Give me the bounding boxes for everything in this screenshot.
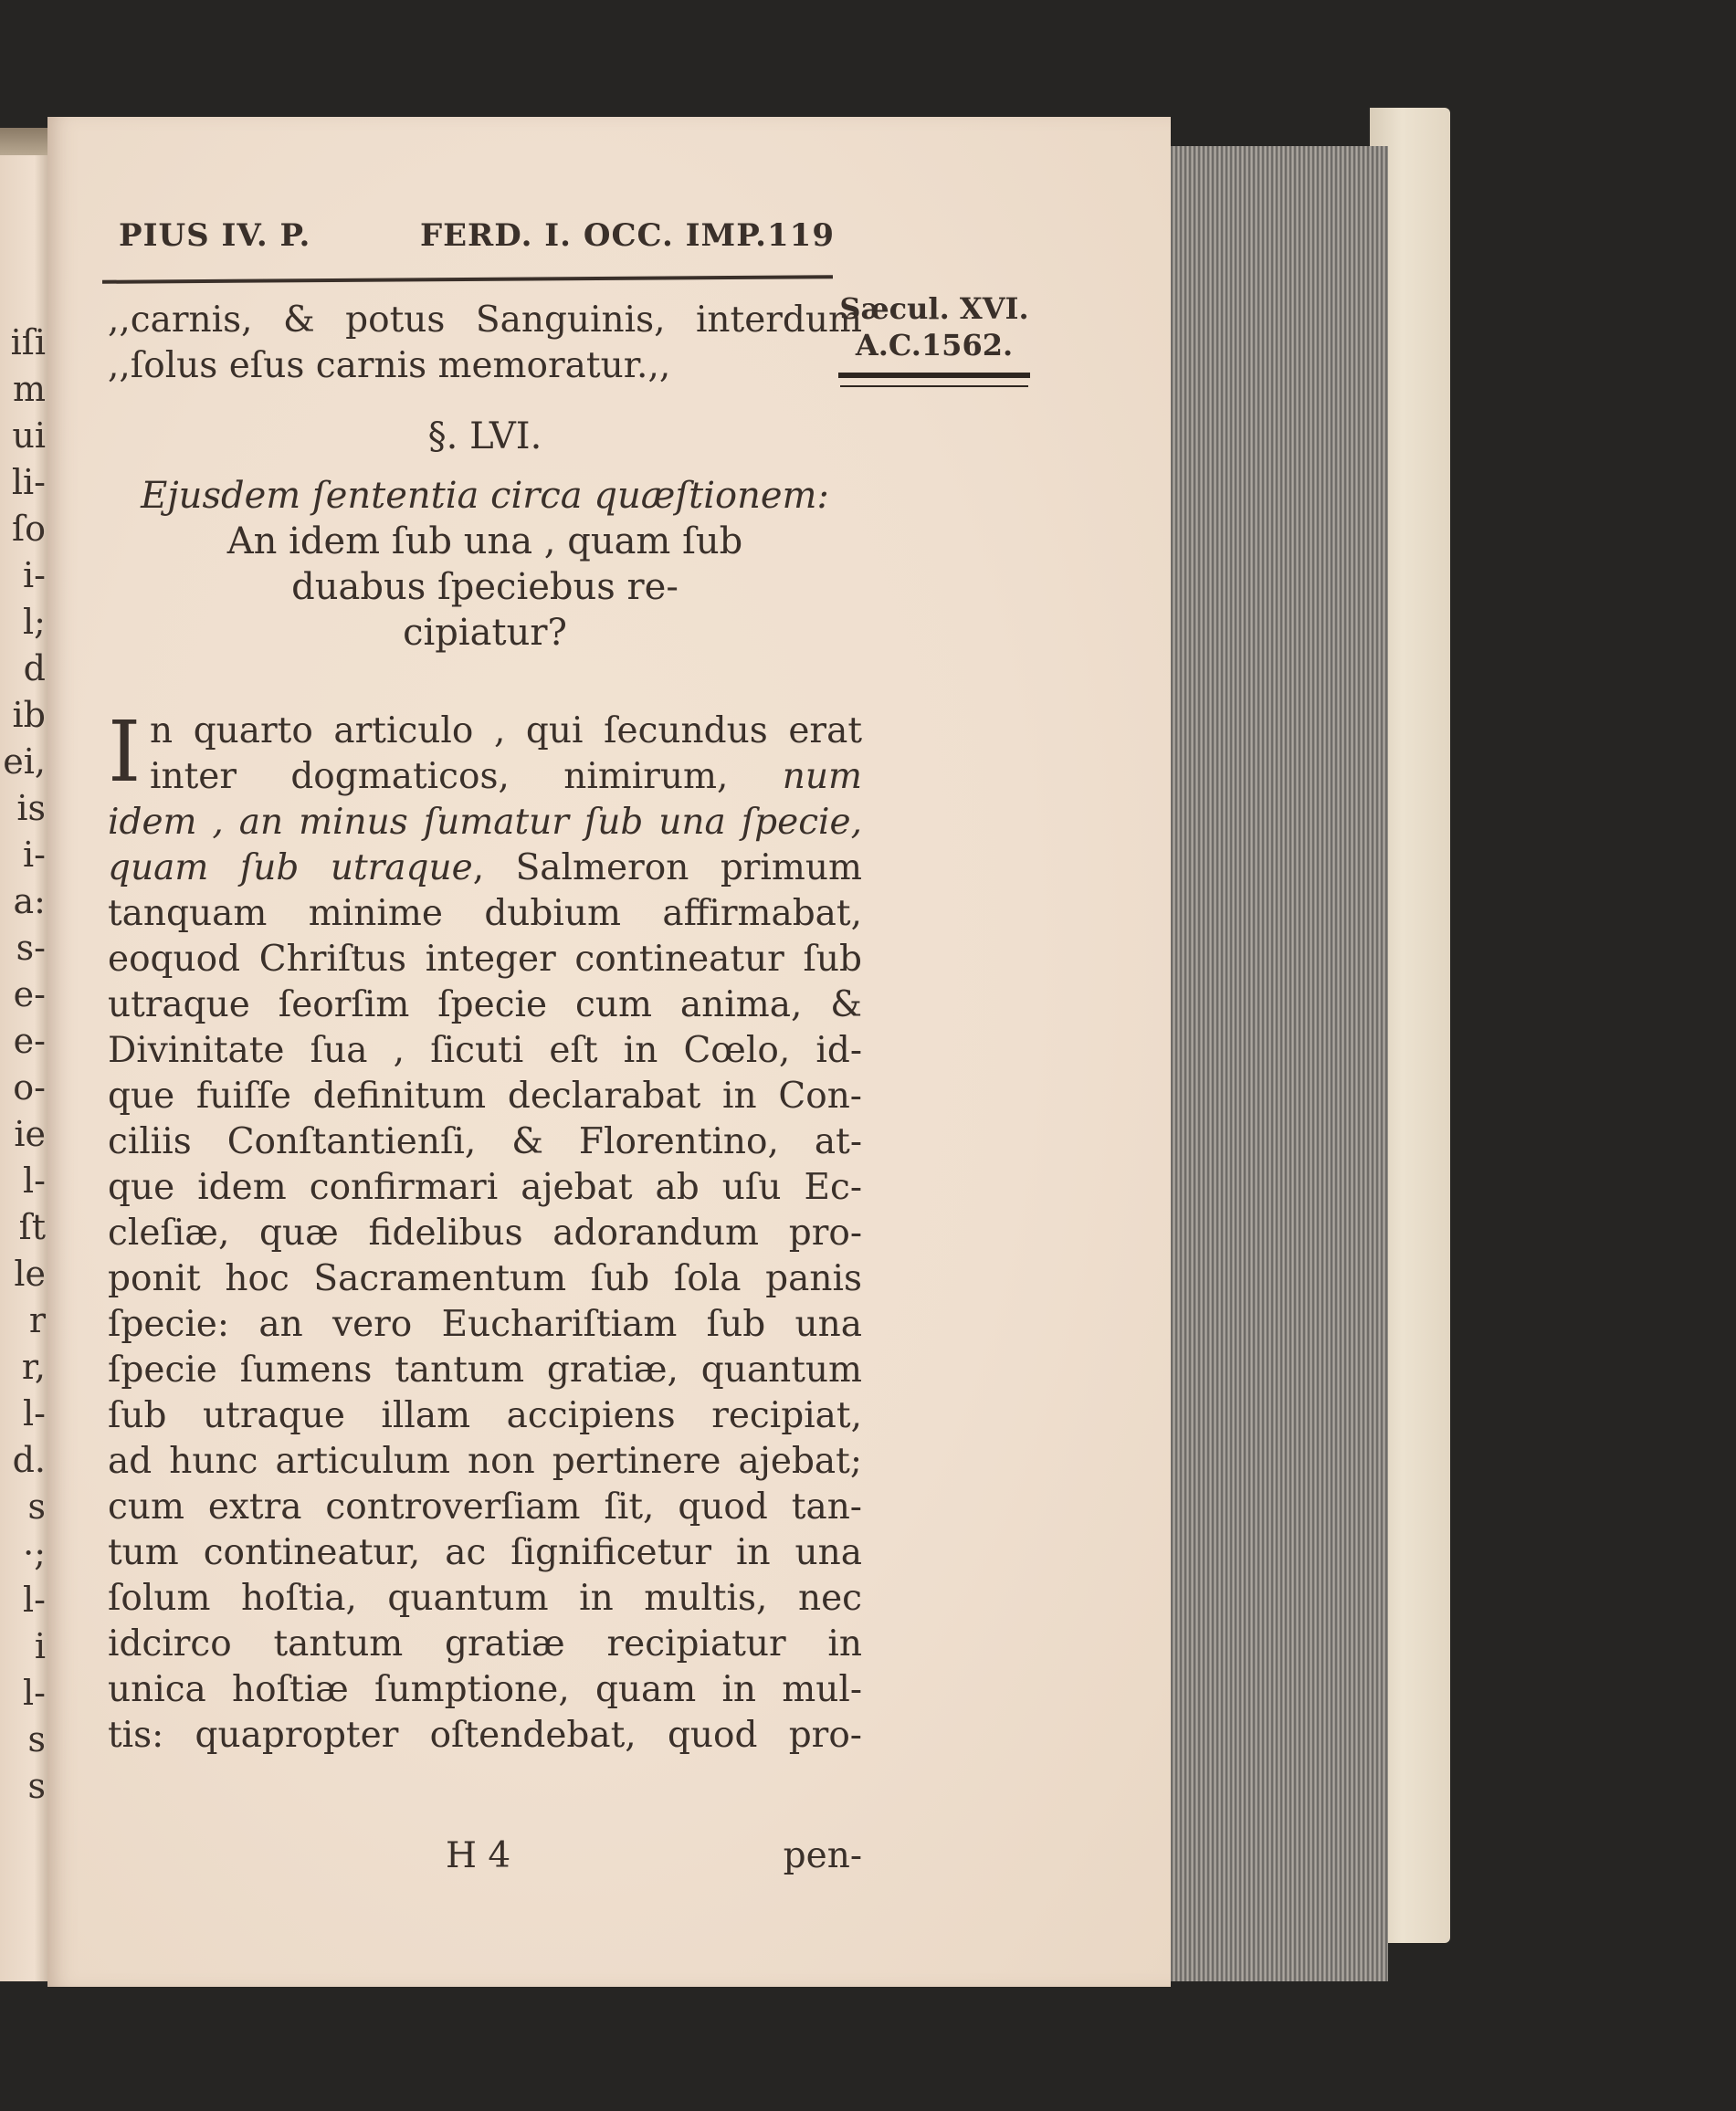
margin-note-year: A.C.1562. <box>855 328 1014 362</box>
text-line <box>108 891 862 937</box>
left-page-fragment: s- <box>16 928 46 968</box>
header-pope: PIUS IV. P. <box>119 217 311 254</box>
text-segment: ſpecie ſumens tantum gratiæ, quantum <box>108 1350 862 1391</box>
text-segment: duabus ſpeciebus re- <box>291 566 679 608</box>
text-line <box>108 1667 862 1713</box>
text-segment: cleſiæ, quæ fidelibus adorandum pro- <box>108 1213 862 1254</box>
text-segment: idcirco tantum gratiæ recipiatur in <box>108 1623 862 1665</box>
left-page-fragment: le <box>14 1254 46 1294</box>
text-segment: , Salmeron primum <box>472 847 862 888</box>
page-block-edges <box>1152 146 1388 1981</box>
left-page-fragment: s <box>27 1719 46 1759</box>
drop-cap: I <box>108 703 142 801</box>
text-line <box>108 610 862 656</box>
text-line <box>108 1348 862 1393</box>
text-segment: ,,ſolus eſus carnis memoratur.,, <box>108 345 671 386</box>
left-page-fragment: d <box>23 648 46 688</box>
left-page-fragment: ſt <box>18 1207 46 1247</box>
left-page-fragment: iſi <box>10 322 46 362</box>
text-segment: An idem ſub una , quam ſub <box>226 520 743 562</box>
italic-text: Ejusdem ſententia circa quæſtionem: <box>141 475 829 517</box>
left-page-fragment: l- <box>23 1580 46 1620</box>
text-segment: que idem confirmari ajebat ab uſu Ec- <box>108 1167 862 1208</box>
text-segment: ponit hoc Sacramentum ſub ſola panis <box>108 1258 862 1299</box>
left-page-fragment: ib <box>12 695 46 735</box>
text-line <box>108 1713 862 1759</box>
text-line <box>108 982 862 1028</box>
left-page-fragment: e- <box>13 974 46 1014</box>
header-emperor: FERD. I. OCC. IMP. <box>420 217 767 254</box>
text-segment: tum contineatur, ac ſignificetur in una <box>108 1532 862 1573</box>
left-page-fragment: l- <box>23 1673 46 1713</box>
text-line <box>108 1028 862 1074</box>
left-page-fragment: l- <box>23 1393 46 1434</box>
catchword: pen- <box>783 1835 862 1876</box>
text-segment: ſpecie: an vero Euchariſtiam ſub una <box>108 1304 862 1345</box>
text-line <box>108 937 862 982</box>
text-line <box>108 1165 862 1211</box>
body-text <box>108 703 862 1759</box>
text-segment: ſub utraque illam accipiens recipiat, <box>108 1395 862 1436</box>
text-segment: unica hoſtiæ ſumptione, quam in mul- <box>108 1669 862 1710</box>
left-page-fragment: r, <box>21 1347 46 1387</box>
margin-note-century: Sæcul. XVI. <box>839 291 1029 326</box>
text-line <box>108 845 862 891</box>
left-page-edge <box>0 155 49 1981</box>
text-segment: que fuiſſe definitum declarabat in Con- <box>108 1076 862 1117</box>
left-page-fragment: ·; <box>23 1533 46 1573</box>
left-page-fragment: s <box>27 1486 46 1527</box>
text-line <box>108 1530 862 1576</box>
page-number: 119 <box>767 217 835 254</box>
left-page-fragment: e- <box>13 1021 46 1061</box>
text-segment: utraque ſeorſim ſpecie cum anima, & <box>108 984 862 1025</box>
left-page-fragment: l- <box>23 1161 46 1201</box>
text-line <box>108 1256 862 1302</box>
left-page-fragment: is <box>16 788 46 828</box>
left-page-fragment: ſo <box>12 509 46 549</box>
text-segment: inter dogmaticos, nimirum, <box>150 756 783 797</box>
text-line <box>108 343 862 389</box>
left-page-fragment: ei, <box>3 741 46 782</box>
text-segment: ciliis Conſtantienſi, & Florentino, at- <box>108 1121 862 1162</box>
text-segment: n quarto articulo , qui ſecundus erat <box>150 710 862 751</box>
signature-mark: H 4 <box>446 1835 511 1876</box>
text-segment: tanquam minime dubium affirmabat, <box>108 893 862 934</box>
text-line <box>108 1439 862 1485</box>
left-page-fragment: ui <box>12 415 46 456</box>
text-line <box>108 1074 862 1119</box>
text-line <box>108 1485 862 1530</box>
text-segment: ,,carnis, & potus Sanguinis, interdum <box>108 299 862 341</box>
text-segment: cum extra controverſiam ſit, quod tan- <box>108 1486 862 1528</box>
left-page-fragment: r <box>28 1300 46 1340</box>
left-page-fragment: i <box>34 1626 46 1666</box>
text-segment: ad hunc articulum non pertinere ajebat; <box>108 1441 862 1482</box>
left-page-fragment: d. <box>12 1440 46 1480</box>
text-line <box>108 1393 862 1439</box>
section-title <box>108 473 862 656</box>
left-page-fragment: ie <box>14 1114 46 1154</box>
left-page-fragment: li- <box>11 462 46 502</box>
text-line <box>108 519 862 564</box>
text-segment: eoquod Chriſtus integer contineatur ſub <box>108 939 862 980</box>
left-page-fragment: a: <box>13 881 46 921</box>
italic-text: idem , an minus ſumatur ſub una ſpecie, <box>108 802 862 843</box>
text-line <box>108 298 862 343</box>
text-line <box>108 800 862 845</box>
text-segment: cipiatur? <box>403 612 567 654</box>
italic-text: quam ſub utraque <box>108 847 473 888</box>
left-page-fragment: o- <box>13 1067 46 1108</box>
margin-note <box>835 290 1034 378</box>
text-line <box>108 473 862 519</box>
text-line <box>108 1302 862 1348</box>
left-page-fragment: i- <box>23 555 46 595</box>
left-page-fragment: i- <box>23 835 46 875</box>
left-page-fragment: l; <box>23 602 46 642</box>
text-line <box>108 1119 862 1165</box>
text-line <box>108 709 862 754</box>
text-line <box>108 1622 862 1667</box>
italic-text: num <box>782 756 862 797</box>
left-page-fragment: m <box>12 369 46 409</box>
margin-note-rule <box>838 373 1030 378</box>
text-segment: ſolum hoſtia, quantum in multis, nec <box>108 1578 862 1619</box>
text-segment: Divinitate ſua , ſicuti eſt in Cœlo, id- <box>108 1030 862 1071</box>
text-line <box>108 1211 862 1256</box>
quote-block <box>108 298 862 389</box>
text-line <box>108 754 862 800</box>
text-line <box>108 564 862 610</box>
left-page-fragment: s <box>27 1766 46 1806</box>
section-number: §. LVI. <box>427 415 542 457</box>
text-line <box>108 1576 862 1622</box>
text-segment: tis: quapropter oſtendebat, quod pro- <box>108 1715 862 1756</box>
